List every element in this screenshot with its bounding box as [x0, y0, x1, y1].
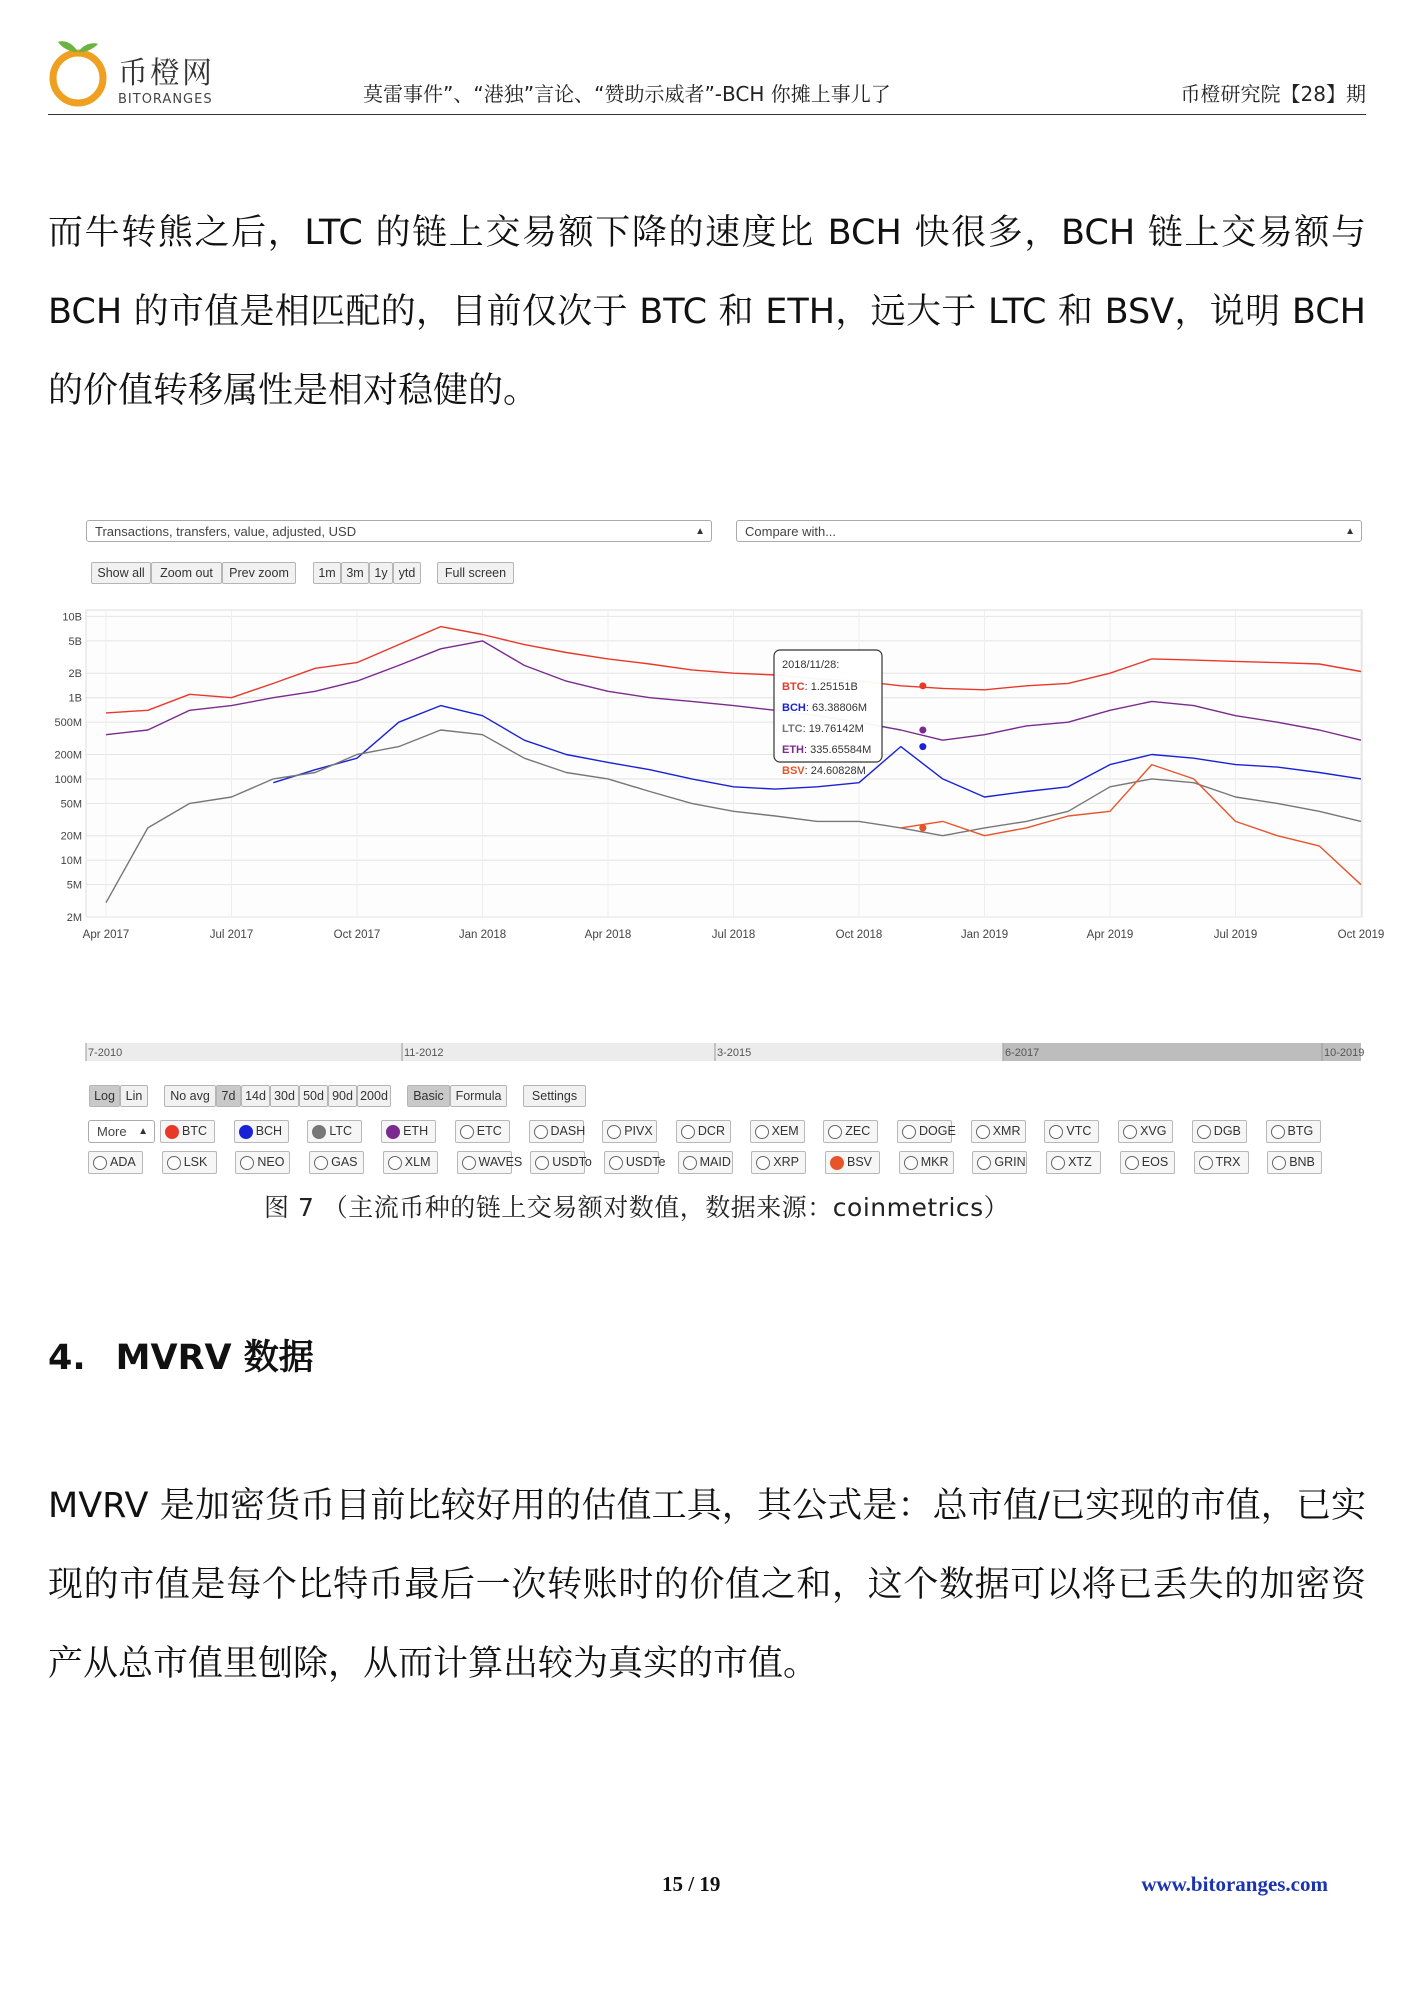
- asset-toggle-xvg[interactable]: [1118, 1120, 1173, 1143]
- asset-label: BTC: [182, 1124, 207, 1138]
- y-tick-label: 5M: [66, 879, 82, 892]
- asset-label: ADA: [110, 1155, 136, 1169]
- radio-dot-icon: [1051, 1156, 1065, 1170]
- radio-dot-icon: [1197, 1125, 1211, 1139]
- navigator-selection[interactable]: [1003, 1043, 1361, 1061]
- asset-toggle-usdte[interactable]: [604, 1151, 666, 1174]
- asset-toggle-ada[interactable]: [88, 1151, 143, 1174]
- asset-toggle-maid[interactable]: [678, 1151, 733, 1174]
- tooltip-row-bch: BCH: 63.38806M: [782, 702, 867, 714]
- range-1m-button[interactable]: 1m: [313, 562, 341, 584]
- asset-label: XMR: [992, 1124, 1021, 1138]
- navigator-label: 3-2015: [717, 1047, 752, 1059]
- asset-label: XRP: [773, 1155, 799, 1169]
- asset-label: BNB: [1289, 1155, 1315, 1169]
- asset-toggle-xtz[interactable]: [1046, 1151, 1101, 1174]
- radio-dot-icon: [681, 1125, 695, 1139]
- radio-dot-icon: [167, 1156, 181, 1170]
- navigator-label: 11-2012: [404, 1047, 444, 1059]
- asset-label: USDTe: [625, 1155, 666, 1169]
- avg-30d-button[interactable]: 30d: [270, 1085, 299, 1107]
- asset-label: XEM: [771, 1124, 799, 1138]
- tooltip-date: 2018/11/28:: [782, 659, 840, 671]
- tooltip-row-btc: BTC: 1.25151B: [782, 681, 858, 693]
- header-title: 莫雷事件”、“港独”言论、“赞助示威者”-BCH 你摊上事儿了: [363, 82, 891, 106]
- radio-dot-icon: [386, 1125, 400, 1139]
- x-tick-label: Apr 2019: [1086, 929, 1134, 941]
- avg-90d-button[interactable]: 90d: [328, 1085, 357, 1107]
- asset-toggle-trx[interactable]: [1194, 1151, 1249, 1174]
- log-scale-button[interactable]: Log: [89, 1085, 120, 1107]
- avg-200d-button[interactable]: 200d: [357, 1085, 391, 1107]
- asset-label: MKR: [920, 1155, 949, 1169]
- x-tick-label: Oct 2018: [835, 929, 883, 941]
- transactions-line-chart[interactable]: [54, 610, 1385, 1010]
- asset-toggle-mkr[interactable]: [899, 1151, 954, 1174]
- coinmetrics-chart-widget: [54, 520, 1385, 1180]
- asset-toggle-bnb[interactable]: [1267, 1151, 1322, 1174]
- range-1y-button[interactable]: 1y: [369, 562, 393, 584]
- section-heading: [48, 1330, 314, 1380]
- radio-dot-icon: [1049, 1125, 1063, 1139]
- asset-toggle-dgb[interactable]: [1192, 1120, 1247, 1143]
- section-title: MVRV 数据: [115, 1338, 314, 1378]
- y-tick-label: 500M: [54, 717, 82, 730]
- tooltip-row-bsv: BSV: 24.60828M: [782, 765, 866, 777]
- radio-dot-icon: [1272, 1156, 1286, 1170]
- compare-select[interactable]: [736, 520, 1362, 542]
- y-tick-label: 200M: [54, 749, 82, 762]
- radio-dot-icon: [828, 1125, 842, 1139]
- updown-arrow-icon: ▲: [138, 1126, 148, 1137]
- y-tick-label: 2B: [68, 668, 82, 681]
- formula-mode-button[interactable]: Formula: [450, 1085, 507, 1107]
- asset-label: XLM: [404, 1155, 431, 1169]
- navigator-label: 10-2019: [1324, 1047, 1365, 1059]
- radio-dot-icon: [239, 1125, 253, 1139]
- radio-dot-icon: [830, 1156, 844, 1170]
- orange-logo-icon: [48, 30, 110, 110]
- hover-point-bsv: [919, 824, 926, 831]
- x-tick-label: Jul 2019: [1213, 929, 1258, 941]
- compare-select-value: Compare with...: [745, 524, 837, 539]
- asset-toggle-ltc[interactable]: [307, 1120, 362, 1143]
- settings-button[interactable]: Settings: [523, 1085, 586, 1107]
- radio-dot-icon: [165, 1125, 179, 1139]
- body-paragraph-2: MVRV 是加密货币目前比较好用的估值工具，其公式是：总市值/已实现的市值，已实现的市值是每个比特币最后一次转账时的价值之和，这个数据可以将已丢失的加密资产从总市值里刨除，从而计算出较为真实的市值。: [48, 1486, 1366, 1684]
- logo-text-en: BITORANGES: [118, 92, 213, 107]
- radio-dot-icon: [462, 1156, 476, 1170]
- asset-label: TRX: [1215, 1155, 1241, 1169]
- asset-toggle-xlm[interactable]: [383, 1151, 438, 1174]
- asset-toggle-bch[interactable]: [234, 1120, 289, 1143]
- radio-dot-icon: [755, 1125, 769, 1139]
- tooltip: [774, 650, 882, 777]
- asset-toggle-zec[interactable]: [823, 1120, 878, 1143]
- navigator-timeline[interactable]: [86, 1043, 1378, 1063]
- radio-dot-icon: [1125, 1156, 1139, 1170]
- section-number: 4.: [48, 1338, 86, 1378]
- x-tick-label: Jan 2019: [960, 929, 1009, 941]
- radio-dot-icon: [388, 1156, 402, 1170]
- asset-toggle-waves[interactable]: [457, 1151, 523, 1174]
- asset-label: GRIN: [994, 1155, 1026, 1169]
- range-ytd-button[interactable]: ytd: [393, 562, 421, 584]
- basic-mode-button[interactable]: Basic: [407, 1085, 450, 1107]
- metric-select-value: Transactions, transfers, value, adjusted, USD: [95, 524, 357, 539]
- radio-dot-icon: [756, 1156, 770, 1170]
- radio-dot-icon: [977, 1156, 991, 1170]
- zoom-out-button[interactable]: Zoom out: [151, 562, 222, 584]
- asset-label: XTZ: [1068, 1155, 1092, 1169]
- tooltip-row-eth: ETH: 335.65584M: [782, 744, 872, 756]
- asset-toggle-vtc[interactable]: [1044, 1120, 1099, 1143]
- updown-arrow-icon: ▲: [1345, 526, 1355, 537]
- asset-label: EOS: [1141, 1155, 1169, 1169]
- range-3m-button[interactable]: 3m: [341, 562, 369, 584]
- y-tick-label: 20M: [60, 830, 82, 843]
- radio-dot-icon: [314, 1156, 328, 1170]
- radio-dot-icon: [609, 1156, 623, 1170]
- radio-dot-icon: [1199, 1156, 1213, 1170]
- no-avg-button[interactable]: No avg: [164, 1085, 216, 1107]
- radio-dot-icon: [976, 1125, 990, 1139]
- page-number: 15 / 19: [662, 1872, 721, 1896]
- x-tick-label: Oct 2019: [1337, 929, 1385, 941]
- asset-toggle-etc[interactable]: [455, 1120, 510, 1143]
- asset-label: DOGE: [919, 1124, 956, 1138]
- asset-toggle-neo[interactable]: [235, 1151, 290, 1174]
- asset-toggle-btc[interactable]: [160, 1120, 215, 1143]
- asset-label: WAVES: [478, 1155, 523, 1169]
- asset-label: MAID: [699, 1155, 731, 1169]
- asset-label: DCR: [697, 1124, 725, 1138]
- asset-label: NEO: [257, 1155, 285, 1169]
- asset-toggle-doge[interactable]: [897, 1120, 956, 1143]
- y-tick-label: 5B: [68, 635, 82, 648]
- radio-dot-icon: [902, 1125, 916, 1139]
- radio-dot-icon: [312, 1125, 326, 1139]
- asset-toggle-dcr[interactable]: [676, 1120, 731, 1143]
- asset-label: USDTo: [552, 1155, 592, 1169]
- y-tick-label: 10B: [62, 611, 82, 624]
- y-tick-label: 50M: [60, 798, 82, 811]
- logo-text-cn: 币橙网: [118, 56, 214, 91]
- avg-14d-button[interactable]: 14d: [241, 1085, 270, 1107]
- radio-dot-icon: [240, 1156, 254, 1170]
- radio-dot-icon: [1123, 1125, 1137, 1139]
- x-tick-label: Jul 2018: [711, 929, 756, 941]
- asset-toggle-lsk[interactable]: [162, 1151, 217, 1174]
- asset-toggle-xrp[interactable]: [751, 1151, 806, 1174]
- asset-toggle-usdto[interactable]: [530, 1151, 592, 1174]
- radio-dot-icon: [683, 1156, 697, 1170]
- page-header: [48, 28, 1366, 115]
- y-tick-label: 100M: [54, 773, 82, 786]
- lin-scale-button[interactable]: Lin: [120, 1085, 148, 1107]
- navigator-label: 7-2010: [88, 1047, 123, 1059]
- x-tick-label: Apr 2017: [82, 929, 130, 941]
- avg-7d-button[interactable]: 7d: [216, 1085, 241, 1107]
- asset-label: DGB: [1213, 1124, 1241, 1138]
- updown-arrow-icon: ▲: [695, 526, 705, 537]
- prev-zoom-button[interactable]: Prev zoom: [222, 562, 296, 584]
- metric-select[interactable]: [86, 520, 712, 542]
- asset-toggle-grin[interactable]: [972, 1151, 1027, 1174]
- radio-dot-icon: [607, 1125, 621, 1139]
- asset-toggle-btg[interactable]: [1266, 1120, 1321, 1143]
- asset-toggle-xem[interactable]: [750, 1120, 805, 1143]
- more-assets-select[interactable]: [88, 1120, 155, 1143]
- asset-toggle-bsv[interactable]: [825, 1151, 880, 1174]
- y-tick-label: 1B: [68, 692, 82, 705]
- asset-label: ETH: [403, 1124, 429, 1138]
- x-tick-label: Jan 2018: [458, 929, 507, 941]
- radio-dot-icon: [535, 1156, 549, 1170]
- asset-label: VTC: [1066, 1124, 1092, 1138]
- show-all-button[interactable]: Show all: [91, 562, 151, 584]
- navigator-label: 6-2017: [1005, 1047, 1040, 1059]
- asset-toggle-xmr[interactable]: [971, 1120, 1026, 1143]
- asset-label: LTC: [329, 1124, 353, 1138]
- x-tick-label: Jul 2017: [209, 929, 254, 941]
- radio-dot-icon: [460, 1125, 474, 1139]
- x-tick-label: Oct 2017: [333, 929, 381, 941]
- asset-toggle-eth[interactable]: [381, 1120, 436, 1143]
- asset-label: DASH: [550, 1124, 586, 1138]
- tooltip-row-ltc: LTC: 19.76142M: [782, 723, 864, 735]
- asset-label: BSV: [847, 1155, 873, 1169]
- asset-label: LSK: [183, 1155, 208, 1169]
- radio-dot-icon: [904, 1156, 918, 1170]
- radio-dot-icon: [1271, 1125, 1285, 1139]
- body-paragraph-1: 而牛转熊之后，LTC 的链上交易额下降的速度比 BCH 快很多，BCH 链上交易额与 BCH 的市值是相匹配的，目前仅次于 BTC 和 ETH，远大于 LTC 和 BSV，说明 BCH 的价值转移属性是相对稳健的。: [48, 213, 1366, 411]
- hover-point-eth: [919, 727, 926, 734]
- hover-point-bch: [919, 743, 926, 750]
- more-select-value: More: [97, 1124, 127, 1139]
- full-screen-button[interactable]: Full screen: [437, 562, 514, 584]
- asset-label: BCH: [255, 1124, 283, 1138]
- header-issue: 币橙研究院【28】期: [1180, 82, 1366, 106]
- hover-point-btc: [919, 682, 926, 689]
- asset-label: ZEC: [845, 1124, 871, 1138]
- y-tick-label: 10M: [60, 855, 82, 868]
- footer-url[interactable]: www.bitoranges.com: [1141, 1872, 1328, 1896]
- figure-caption: 图 7 （主流币种的链上交易额对数值，数据来源：coinmetrics）: [264, 1193, 1010, 1222]
- asset-toggle-eos[interactable]: [1120, 1151, 1175, 1174]
- radio-dot-icon: [93, 1156, 107, 1170]
- y-tick-label: 2M: [66, 912, 82, 924]
- asset-toggle-pivx[interactable]: [602, 1120, 657, 1143]
- radio-dot-icon: [534, 1125, 548, 1139]
- asset-label: ETC: [476, 1124, 502, 1138]
- asset-label: XVG: [1140, 1124, 1167, 1138]
- avg-50d-button[interactable]: 50d: [299, 1085, 328, 1107]
- x-tick-label: Apr 2018: [584, 929, 632, 941]
- asset-label: BTG: [1287, 1124, 1314, 1138]
- asset-toggle-gas[interactable]: [309, 1151, 364, 1174]
- asset-label: GAS: [331, 1155, 358, 1169]
- plot-area: [86, 610, 1362, 917]
- asset-toggle-dash[interactable]: [529, 1120, 584, 1143]
- asset-label: PIVX: [624, 1124, 653, 1138]
